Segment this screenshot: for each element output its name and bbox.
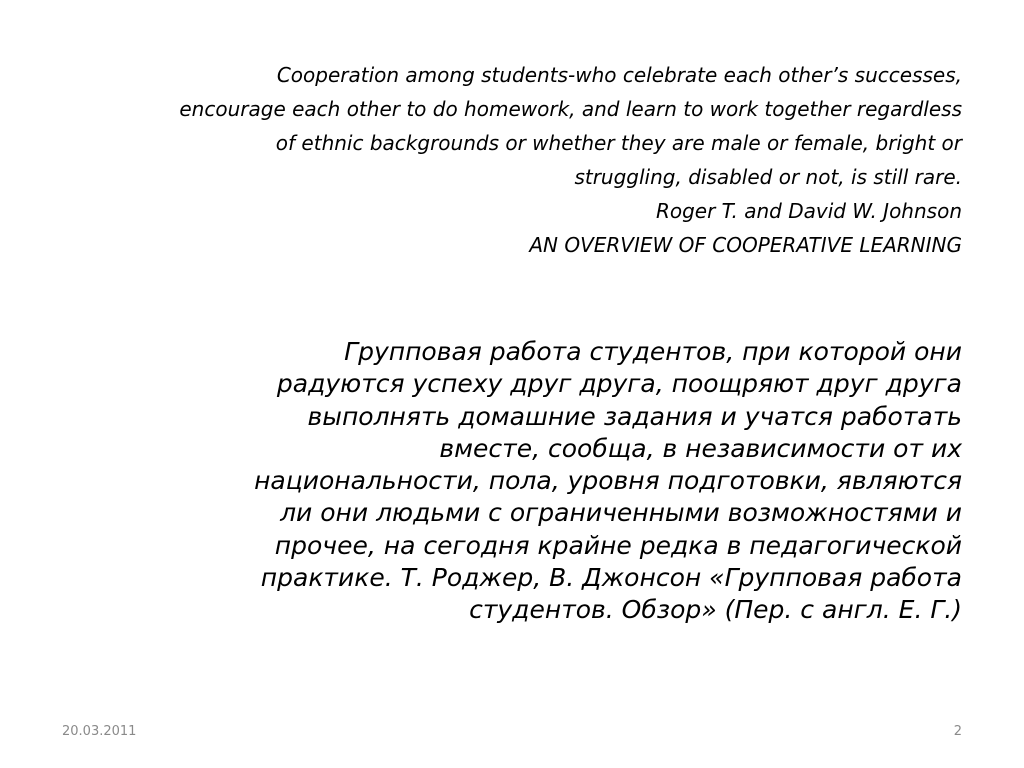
russian-quote-line: вместе, сообща, в независимости от их	[439, 433, 962, 463]
russian-quote-line: национальности, пола, уровня подготовки, являются	[254, 466, 962, 496]
english-quote-line: of ethnic backgrounds or whether they are male or female, bright or	[275, 131, 962, 155]
russian-quote-line: радуются успеху друг друга, поощряют друг друга	[276, 369, 962, 399]
footer-date: 20.03.2011	[62, 724, 137, 739]
russian-quote	[102, 336, 962, 627]
slide-page-number: 2	[953, 724, 962, 739]
russian-quote-line: практике. Т. Роджер, В. Джонсон «Групповая работа	[260, 563, 962, 593]
english-quote-line: Cooperation among students-who celebrate each other’s successes,	[276, 63, 962, 87]
russian-quote-line: прочее, на сегодня крайне редка в педагогической	[274, 530, 962, 560]
russian-quote-line: Групповая работа студентов, при которой они	[344, 337, 962, 366]
russian-quote-line: ли они людьми с ограниченными возможностями и	[280, 498, 962, 528]
quote-author: Roger T. and David W. Johnson	[655, 199, 962, 223]
english-quote-line: encourage each other to do homework, and learn to work together regardless	[179, 97, 962, 121]
quote-source: AN OVERVIEW OF COOPERATIVE LEARNING	[529, 233, 962, 257]
english-quote-line: struggling, disabled or not, is still rare.	[574, 165, 962, 189]
russian-quote-line: студентов. Обзор» (Пер. с англ. Е. Г.)	[469, 595, 962, 625]
english-quote	[42, 58, 962, 262]
russian-quote-line: выполнять домашние задания и учатся работать	[307, 401, 962, 431]
